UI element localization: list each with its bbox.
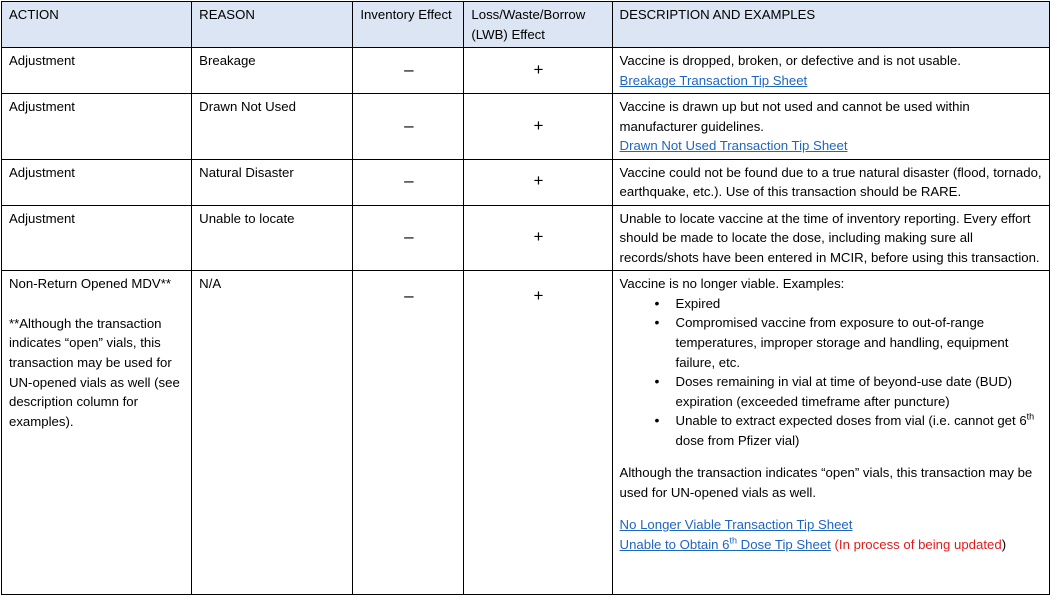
cell-inventory-effect: [353, 205, 464, 271]
link-text-post: Dose Tip Sheet: [737, 536, 831, 552]
table-header-row: [2, 2, 1050, 48]
list-item: • Compromised vaccine from exposure to out-of-range temperatures, improper storage and handling, equipment failure, etc.: [676, 313, 1043, 372]
example-list: [620, 294, 1043, 450]
plus-sign-icon: +: [533, 171, 544, 191]
description-text: Vaccine could not be found due to a true natural disaster (flood, tornado, earthquake, etc.). Use of this transaction should be RARE.: [619, 164, 1042, 200]
status-note-close-paren: ): [1001, 536, 1007, 552]
column-header-description: DESCRIPTION AND EXAMPLES: [612, 2, 1049, 48]
cell-inventory-effect: [353, 48, 464, 94]
cell-reason: N/A: [192, 271, 353, 595]
minus-sign-icon: –: [404, 286, 414, 306]
list-item: • Doses remaining in vial at time of beyond-use date (BUD) expiration (exceeded timeframe after puncture): [676, 372, 1043, 411]
ordinal-suffix: th: [729, 535, 738, 546]
status-note: In process of being updated: [838, 536, 1002, 552]
list-item-text-pre: Unable to extract expected doses from vial (i.e. cannot get 6: [675, 413, 1027, 429]
table-row: [2, 94, 1050, 160]
transaction-reference-table: [1, 1, 1050, 595]
tip-sheet-link[interactable]: Drawn Not Used Transaction Tip Sheet: [619, 138, 848, 154]
plus-sign-icon: +: [533, 286, 544, 306]
cell-reason: Breakage: [192, 48, 353, 94]
minus-sign-icon: –: [404, 115, 414, 135]
ordinal-suffix: th: [1026, 411, 1035, 422]
tip-sheet-link[interactable]: Breakage Transaction Tip Sheet: [619, 72, 808, 88]
cell-action: [2, 271, 192, 595]
column-header-action: ACTION: [2, 2, 192, 48]
cell-reason: Natural Disaster: [192, 159, 353, 205]
plus-sign-icon: +: [533, 59, 544, 79]
table-row: [2, 271, 1050, 595]
spacer: [620, 450, 1043, 463]
tip-sheet-link-sixth-dose[interactable]: [620, 537, 831, 552]
column-header-lwb-effect: Loss/Waste/Borrow (LWB) Effect: [464, 2, 612, 48]
cell-lwb-effect: [464, 94, 612, 160]
minus-sign-icon: –: [404, 227, 414, 247]
cell-description: [612, 94, 1049, 160]
cell-reason: Drawn Not Used: [192, 94, 353, 160]
description-text: Vaccine is drawn up but not used and cannot be used within manufacturer guidelines.: [619, 99, 970, 134]
cell-action: Adjustment: [2, 205, 192, 271]
link-text-pre: Unable to Obtain 6: [619, 536, 730, 552]
spacer: [620, 502, 1043, 515]
table-row: [2, 48, 1050, 94]
list-item: [676, 411, 1043, 450]
action-footnote: **Although the transaction indicates “open” vials, this transaction may be used for UN-opened vials as well (see description column for examples).: [9, 315, 180, 429]
description-intro: Vaccine is no longer viable. Examples:: [619, 276, 845, 292]
cell-inventory-effect: [353, 94, 464, 160]
plus-sign-icon: +: [533, 115, 544, 135]
cell-action: Adjustment: [2, 48, 192, 94]
cell-lwb-effect: [464, 48, 612, 94]
closing-paragraph: Although the transaction indicates “open” vials, this transaction may be used for UN-opened vials as well.: [619, 465, 1033, 500]
list-item-text-post: dose from Pfizer vial): [675, 432, 800, 448]
table-row: [2, 205, 1050, 271]
column-header-inventory-effect: Inventory Effect: [353, 2, 464, 48]
action-title: Non-Return Opened MDV**: [9, 276, 171, 292]
cell-inventory-effect: [353, 271, 464, 595]
cell-description: [612, 205, 1049, 271]
minus-sign-icon: –: [404, 59, 414, 79]
cell-lwb-effect: [464, 159, 612, 205]
description-text: Vaccine is dropped, broken, or defective and is not usable.: [619, 53, 961, 69]
plus-sign-icon: +: [533, 227, 544, 247]
cell-reason: Unable to locate: [192, 205, 353, 271]
tip-sheet-link-no-longer-viable[interactable]: No Longer Viable Transaction Tip Sheet: [619, 517, 853, 533]
cell-description: [612, 271, 1049, 595]
description-text: Unable to locate vaccine at the time of inventory reporting. Every effort should be made to locate the dose, including making sure all records/shots have been entered in MCIR, before using this transaction.: [619, 210, 1040, 265]
list-item: • Expired: [676, 294, 1043, 314]
cell-description: [612, 159, 1049, 205]
cell-inventory-effect: [353, 159, 464, 205]
cell-action: Adjustment: [2, 94, 192, 160]
cell-lwb-effect: [464, 205, 612, 271]
column-header-reason: REASON: [192, 2, 353, 48]
cell-description: [612, 48, 1049, 94]
cell-action: Adjustment: [2, 159, 192, 205]
status-note-open-paren: (: [830, 536, 839, 552]
table-row: [2, 159, 1050, 205]
cell-lwb-effect: [464, 271, 612, 595]
minus-sign-icon: –: [404, 171, 414, 191]
